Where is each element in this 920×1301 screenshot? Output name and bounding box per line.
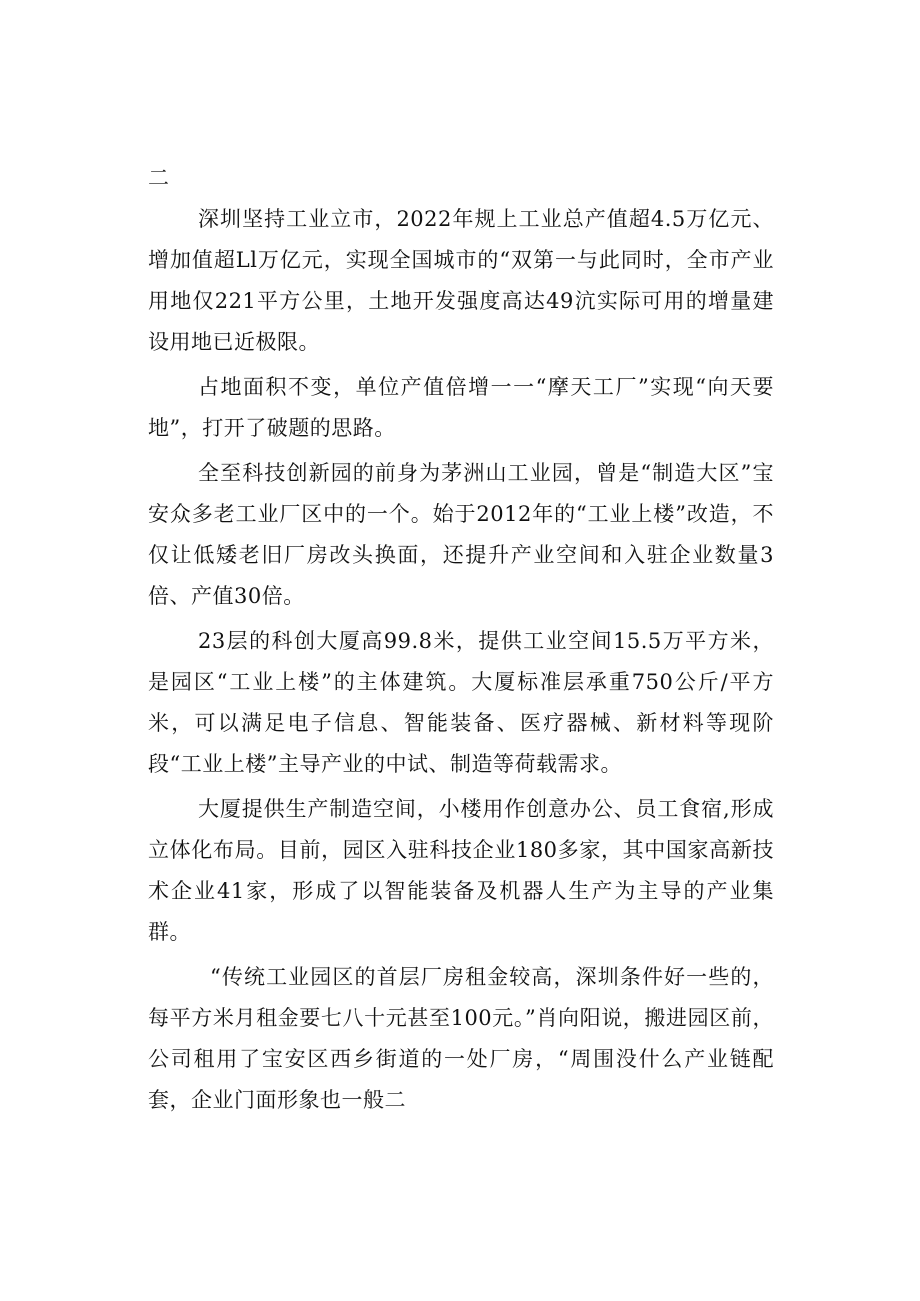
paragraph-rent-quote: “传统工业园区的首层厂房租金较高，深圳条件好一些的，每平方米月租金要七八十元甚至100元。”肖向阳说，搬进园区前，公司租用了宝安区西乡街道的一处厂房，“周围没什么产业链配套，企业门面形象也一般二 (148, 965, 774, 1112)
paragraph-skyscraper-factory: 占地面积不变，单位产值倍增一一“摩天工厂”实现“向天要地”，打开了破题的思路。 (148, 375, 774, 440)
document-body (148, 158, 774, 1125)
paragraph-layout-enterprises: 大厦提供生产制造空间，小楼用作创意办公、员工食宿,形成立体化布局。目前，园区入驻科技企业180多家，其中国家高新技术企业41家，形成了以智能装备及机器人生产为主导的产业集群。 (148, 797, 774, 944)
section-mark: 二 (148, 166, 170, 190)
paragraph-tech-building: 23层的科创大厦高99.8米，提供工业空间15.5万平方米，是园区“工业上楼”的主体建筑。大厦标准层承重750公斤/平方米，可以满足电子信息、智能装备、医疗器械、新材料等现阶段“工业上楼”主导产业的中试、制造等荷载需求。 (148, 629, 774, 776)
paragraph-park-history: 全至科技创新园的前身为茅洲山工业园，曾是“制造大区”宝安众多老工业厂区中的一个。始于2012年的“工业上楼”改造，不仅让低矮老旧厂房改头换面，还提升产业空间和入驻企业数量3倍、产值30倍。 (148, 461, 774, 608)
paragraph-industry-overview: 深圳坚持工业立市，2022年规上工业总产值超4.5万亿元、增加值超Ll万亿元，实现全国城市的“双第一与此同时，全市产业用地仅221平方公里，土地开发强度高达49沆实际可用的增量建设用地已近极限。 (148, 207, 774, 354)
